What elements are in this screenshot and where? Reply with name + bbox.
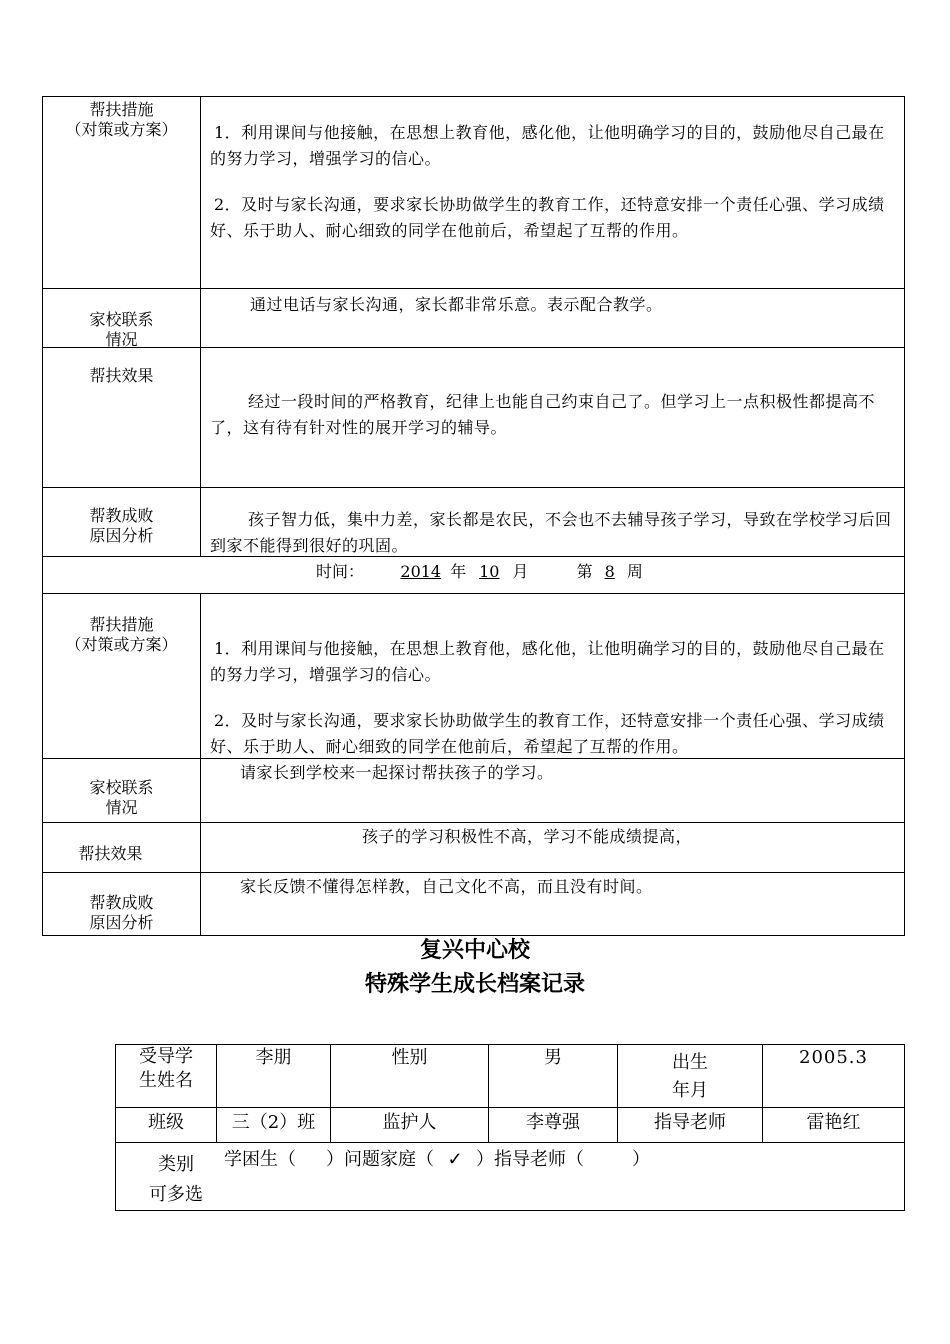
time-year: 2014	[400, 562, 442, 581]
measure-item-2: 2．及时与家长沟通，要求家长协助做学生的教育工作，还特意安排一个责任心强、学习成绩好、乐于助人、耐心细致的同学在他前后，希望起了互帮的作用。	[210, 711, 885, 756]
class-value: 三（2）班	[231, 1112, 316, 1133]
column-divider	[200, 593, 201, 936]
row-divider	[42, 288, 905, 289]
teacher-value: 雷艳红	[806, 1112, 861, 1133]
category-learning-difficulty[interactable]: 学困生（	[224, 1149, 296, 1170]
contact-label: 家校联系 情况	[89, 778, 154, 817]
analysis-text: 家长反馈不懂得怎样教，自己文化不高，而且没有时间。	[240, 877, 653, 896]
gender-label: 性别	[391, 1047, 428, 1068]
week-prefix: 第	[576, 562, 593, 581]
row-divider	[42, 822, 905, 823]
effect-text: 经过一段时间的严格教育，纪律上也能自己约束自己了。但学习上一点积极性都提高不了，这有待有针对性的展开学习的辅导。	[210, 392, 876, 437]
row-divider	[115, 1107, 905, 1108]
year-unit: 年	[450, 562, 467, 581]
analysis-label: 帮教成败 原因分析	[89, 893, 154, 932]
guardian-label: 监护人	[382, 1112, 437, 1133]
record-title: 特殊学生成长档案记录	[364, 972, 585, 997]
analysis-text: 孩子智力低，集中力差，家长都是农民，不会也不去辅导孩子学习，导致在学校学习后回到家不能得到很好的巩固。	[210, 510, 892, 555]
table-border-right	[904, 1044, 905, 1211]
effect-label: 帮扶效果	[89, 366, 154, 385]
effect-label: 帮扶效果	[78, 844, 143, 863]
check-mark-icon: ✓	[447, 1149, 463, 1170]
category-label: 类别 可多选	[149, 1154, 203, 1205]
measure-item-1: 1．利用课间与他接触，在思想上教育他，感化他，让他明确学习的目的，鼓励他尽自己最在的努力学习，增强学习的信心。	[210, 123, 885, 168]
student-name: 李朋	[255, 1047, 292, 1068]
contact-text: 请家长到学校来一起探讨帮扶孩子的学习。	[240, 763, 554, 782]
contact-label: 家校联系 情况	[89, 310, 154, 349]
category-options	[224, 1147, 650, 1173]
gender-value: 男	[544, 1047, 562, 1068]
time-month: 10	[479, 562, 500, 581]
category-guidance-teacher[interactable]: ）指导老师（	[476, 1149, 584, 1170]
class-label: 班级	[148, 1112, 184, 1133]
time-label: 时间：	[316, 562, 365, 581]
teacher-label: 指导老师	[654, 1112, 726, 1133]
birth-value: 2005.3	[799, 1047, 868, 1068]
effect-text: 孩子的学习积极性不高，学习不能成绩提高，	[362, 827, 693, 846]
time-row	[316, 560, 643, 584]
birth-label: 出生 年月	[672, 1052, 708, 1101]
row-divider	[42, 487, 905, 488]
measures-label: 帮扶措施 （对策或方案）	[65, 100, 178, 139]
guardian-value: 李尊强	[526, 1112, 580, 1133]
table-border-right	[904, 96, 905, 936]
week-unit: 周	[626, 562, 643, 581]
measure-item-1: 1．利用课间与他接触，在思想上教育他，感化他，让他明确学习的目的，鼓励他尽自己最在的努力学习，增强学习的信心。	[210, 639, 885, 684]
contact-text: 通过电话与家长沟通，家长都非常乐意。表示配合教学。	[250, 295, 663, 314]
row-divider	[115, 1142, 905, 1143]
category-close-bracket: ）	[632, 1149, 650, 1170]
month-unit: 月	[512, 562, 529, 581]
row-divider	[42, 593, 905, 594]
analysis-label: 帮教成败 原因分析	[89, 506, 154, 545]
row-divider	[115, 1210, 905, 1211]
row-divider	[42, 872, 905, 873]
measure-item-2: 2．及时与家长沟通，要求家长协助做学生的教育工作，还特意安排一个责任心强、学习成绩好、乐于助人、耐心细致的同学在他前后，希望起了互帮的作用。	[210, 195, 885, 240]
measures-label: 帮扶措施 （对策或方案）	[65, 615, 178, 654]
time-week: 8	[604, 562, 615, 581]
category-problem-family[interactable]: ）问题家庭（	[326, 1149, 434, 1170]
name-label: 受导学 生姓名	[139, 1046, 193, 1091]
row-divider	[42, 96, 905, 97]
school-name: 复兴中心校	[419, 938, 530, 963]
